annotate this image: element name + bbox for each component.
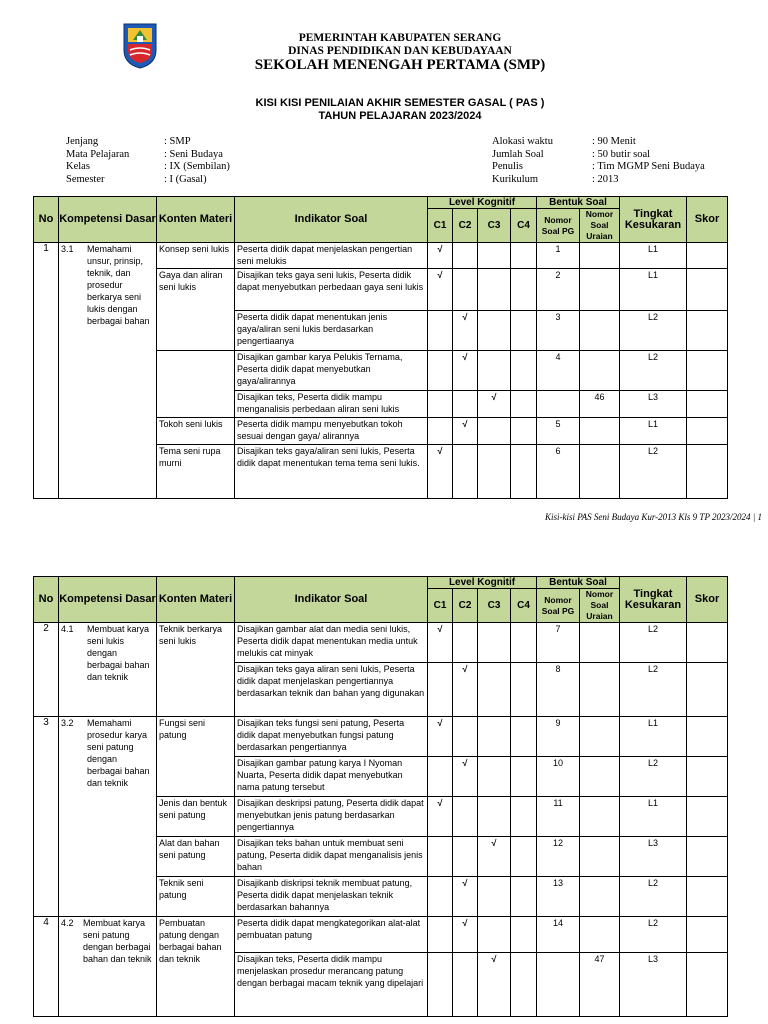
skor-cell — [687, 717, 728, 757]
row-no: 2 — [34, 623, 59, 717]
skor-cell — [687, 837, 728, 877]
level-c4-cell — [511, 797, 537, 837]
meta-value-kurikulum: : 2013 — [592, 173, 619, 185]
nomor-pg-cell: 14 — [537, 917, 580, 953]
level-c3-cell — [478, 917, 511, 953]
level-c2-cell — [453, 391, 478, 418]
konten-cell: Tokoh seni lukis — [157, 418, 235, 445]
nomor-pg-cell: 1 — [537, 243, 580, 269]
header-c2: C2 — [453, 209, 478, 243]
konten-cell: Tema seni rupa murni — [157, 445, 235, 499]
kd-text: Memahami prosedur karya seni patung dengan berbagai bahan dan teknik — [87, 718, 150, 788]
indikator-cell: Peserta didik dapat menjelaskan pengertian seni melukis — [235, 243, 428, 269]
level-c2-cell — [453, 953, 478, 1017]
konten-cell: Konsep seni lukis — [157, 243, 235, 269]
level-c2-cell — [453, 717, 478, 757]
level-c3-cell — [478, 243, 511, 269]
kisi-table-page-2 — [33, 576, 728, 1017]
nomor-pg-cell: 10 — [537, 757, 580, 797]
header-no: No — [34, 197, 59, 243]
indikator-cell: Disajikan teks gaya aliran seni lukis, Peserta didik dapat menjelaskan pengertiannya berdasarkan teknik dan bahan yang digunakan — [235, 663, 428, 717]
nomor-pg-cell — [537, 953, 580, 1017]
skor-cell — [687, 243, 728, 269]
header-c3: C3 — [478, 209, 511, 243]
konten-cell — [157, 351, 235, 418]
meta-value-semester: : I (Gasal) — [164, 173, 207, 185]
nomor-uraian-cell — [580, 917, 620, 953]
level-c3-cell — [478, 797, 511, 837]
tingkat-cell: L2 — [620, 311, 687, 351]
skor-cell — [687, 269, 728, 311]
meta-label-kelas: Kelas — [66, 161, 90, 172]
level-c3-cell — [478, 311, 511, 351]
row-no: 4 — [34, 917, 59, 1017]
meta-label-jumlah: Jumlah Soal — [492, 148, 544, 160]
meta-right-labels — [492, 136, 553, 186]
level-c3-cell — [478, 757, 511, 797]
level-c4-cell — [511, 877, 537, 917]
meta-value-jenjang: : SMP — [164, 136, 191, 147]
konten-cell: Fungsi seni patung — [157, 717, 235, 797]
header-kompetensi-dasar: Kompetensi Dasar — [59, 197, 157, 243]
level-c2-cell — [453, 797, 478, 837]
meta-label-kurikulum: Kurikulum — [492, 173, 539, 185]
header-no: No — [34, 577, 59, 623]
level-c1-cell: √ — [428, 717, 453, 757]
konten-cell: Gaya dan aliran seni lukis — [157, 269, 235, 351]
kd-number: 3.2 — [61, 718, 74, 728]
level-c2-cell — [453, 243, 478, 269]
level-c1-cell: √ — [428, 445, 453, 499]
tingkat-cell: L3 — [620, 391, 687, 418]
skor-cell — [687, 757, 728, 797]
nomor-uraian-cell — [580, 351, 620, 391]
meta-label-jenjang: Jenjang — [66, 136, 99, 147]
level-c3-cell — [478, 717, 511, 757]
kd-number: 4.1 — [61, 624, 74, 634]
org-line-1: PEMERINTAH KABUPATEN SERANG — [298, 32, 502, 44]
kompetensi-dasar-cell — [59, 917, 157, 1017]
konten-cell: Jenis dan bentuk seni patung — [157, 797, 235, 837]
header-c1: C1 — [428, 209, 453, 243]
level-c1-cell: √ — [428, 797, 453, 837]
tingkat-cell: L2 — [620, 917, 687, 953]
tingkat-cell: L2 — [620, 445, 687, 499]
level-c3-cell — [478, 351, 511, 391]
level-c4-cell — [511, 445, 537, 499]
level-c3-cell — [478, 877, 511, 917]
meta-right-values — [592, 136, 705, 186]
level-c4-cell — [511, 623, 537, 663]
skor-cell — [687, 391, 728, 418]
level-c4-cell — [511, 351, 537, 391]
level-c3-cell: √ — [478, 391, 511, 418]
nomor-uraian-cell — [580, 837, 620, 877]
indikator-cell: Disajikan teks, Peserta didik mampu menjelaskan prosedur merancang patung dengan berbagai macam teknik yang dipelajari — [235, 953, 428, 1017]
meta-label-alokasi: Alokasi waktu — [492, 136, 553, 147]
meta-value-penulis: : Tim MGMP Seni Budaya — [592, 161, 705, 172]
nomor-uraian-cell — [580, 623, 620, 663]
nomor-pg-cell: 6 — [537, 445, 580, 499]
header-bentuk-soal: Bentuk Soal — [537, 577, 620, 589]
level-c2-cell: √ — [453, 418, 478, 445]
header-c3: C3 — [478, 589, 511, 623]
level-c4-cell — [511, 311, 537, 351]
nomor-uraian-cell: 47 — [580, 953, 620, 1017]
nomor-pg-cell: 9 — [537, 717, 580, 757]
indikator-cell: Disajikan deskripsi patung, Peserta didik dapat menyebutkan jenis patung berdasarkan pengertiannya — [235, 797, 428, 837]
level-c3-cell: √ — [478, 837, 511, 877]
skor-cell — [687, 953, 728, 1017]
header-nomor-soal-pg: Nomor Soal PG — [537, 589, 580, 623]
nomor-uraian-cell — [580, 877, 620, 917]
meta-label-semester: Semester — [66, 173, 105, 185]
level-c1-cell — [428, 877, 453, 917]
tingkat-cell: L1 — [620, 717, 687, 757]
level-c4-cell — [511, 917, 537, 953]
kompetensi-dasar-cell — [59, 243, 157, 499]
header-skor: Skor — [687, 577, 728, 623]
tingkat-cell: L2 — [620, 757, 687, 797]
level-c2-cell — [453, 837, 478, 877]
level-c4-cell — [511, 243, 537, 269]
nomor-uraian-cell — [580, 269, 620, 311]
skor-cell — [687, 877, 728, 917]
level-c4-cell — [511, 953, 537, 1017]
indikator-cell: Disajikan gambar alat dan media seni lukis, Peserta didik dapat menentukan media untuk melukis cat minyak — [235, 623, 428, 663]
level-c1-cell — [428, 757, 453, 797]
meta-value-alokasi: : 90 Menit — [592, 136, 636, 147]
level-c1-cell — [428, 953, 453, 1017]
indikator-cell: Disajikan teks fungsi seni patung, Peserta didik dapat menyebutkan fungsi patung berdasarkan pengertiannya — [235, 717, 428, 757]
nomor-uraian-cell — [580, 717, 620, 757]
level-c4-cell — [511, 717, 537, 757]
nomor-uraian-cell — [580, 311, 620, 351]
konten-cell: Pembuatan patung dengan berbagai bahan dan teknik — [157, 917, 235, 1017]
indikator-cell: Disajikan teks bahan untuk membuat seni patung, Peserta didik dapat menganalisis jenis bahan — [235, 837, 428, 877]
nomor-pg-cell: 11 — [537, 797, 580, 837]
level-c2-cell: √ — [453, 757, 478, 797]
header-c4: C4 — [511, 589, 537, 623]
tingkat-cell: L2 — [620, 623, 687, 663]
header-tingkat-kesukaran: Tingkat Kesukaran — [620, 197, 687, 243]
level-c2-cell: √ — [453, 311, 478, 351]
header-indikator-soal: Indikator Soal — [235, 197, 428, 243]
meta-label-mapel: Mata Pelajaran — [66, 148, 130, 160]
meta-value-mapel: : Seni Budaya — [164, 148, 223, 160]
nomor-uraian-cell: 46 — [580, 391, 620, 418]
level-c2-cell: √ — [453, 917, 478, 953]
indikator-cell: Disajikanb diskripsi teknik membuat patung, Peserta didik dapat menjelaskan teknik berdasarkan bahannya — [235, 877, 428, 917]
skor-cell — [687, 663, 728, 717]
header-nomor-soal-uraian: Nomor Soal Uraian — [580, 589, 620, 623]
nomor-pg-cell: 4 — [537, 351, 580, 391]
nomor-pg-cell: 7 — [537, 623, 580, 663]
nomor-pg-cell: 2 — [537, 269, 580, 311]
header-konten-materi: Konten Materi — [157, 577, 235, 623]
level-c1-cell — [428, 917, 453, 953]
nomor-pg-cell: 3 — [537, 311, 580, 351]
tingkat-cell: L2 — [620, 877, 687, 917]
level-c1-cell — [428, 351, 453, 391]
indikator-cell: Disajikan gambar karya Pelukis Ternama, Peserta didik dapat menyebutkan gaya/alirannya — [235, 351, 428, 391]
kd-text: Memahami unsur, prinsip, teknik, dan prosedur berkarya seni lukis dengan berbagai bahan — [87, 244, 150, 326]
level-c2-cell: √ — [453, 877, 478, 917]
meta-left-values — [164, 136, 230, 186]
meta-value-jumlah: : 50 butir soal — [592, 148, 651, 160]
nomor-uraian-cell — [580, 243, 620, 269]
indikator-cell: Disajikan teks gaya/aliran seni lukis, Peserta didik dapat menentukan tema tema seni lukis. — [235, 445, 428, 499]
kd-text: Membuat karya seni patung dengan berbagai bahan dan teknik — [83, 918, 152, 964]
document-year: TAHUN PELAJARAN 2023/2024 — [318, 110, 482, 122]
header-skor: Skor — [687, 197, 728, 243]
page-footer: Kisi-kisi PAS Seni Budaya Kur-2013 Kls 9 TP 2023/2024 | 1 — [545, 512, 762, 522]
level-c2-cell: √ — [453, 663, 478, 717]
level-c4-cell — [511, 757, 537, 797]
header-level-kognitif: Level Kognitif — [428, 197, 537, 209]
tingkat-cell: L3 — [620, 837, 687, 877]
level-c3-cell: √ — [478, 953, 511, 1017]
level-c3-cell — [478, 445, 511, 499]
skor-cell — [687, 351, 728, 391]
skor-cell — [687, 623, 728, 663]
nomor-pg-cell: 12 — [537, 837, 580, 877]
regency-emblem-logo — [120, 20, 160, 70]
tingkat-cell: L1 — [620, 269, 687, 311]
indikator-cell: Peserta didik mampu menyebutkan tokoh sesuai dengan gaya/ alirannya — [235, 418, 428, 445]
level-c1-cell: √ — [428, 269, 453, 311]
tingkat-cell: L1 — [620, 797, 687, 837]
header-c4: C4 — [511, 209, 537, 243]
level-c4-cell — [511, 269, 537, 311]
skor-cell — [687, 418, 728, 445]
header-konten-materi: Konten Materi — [157, 197, 235, 243]
nomor-pg-cell: 8 — [537, 663, 580, 717]
nomor-uraian-cell — [580, 663, 620, 717]
document-title: KISI KISI PENILAIAN AKHIR SEMESTER GASAL ( PAS ) — [255, 97, 545, 109]
header-nomor-soal-pg: Nomor Soal PG — [537, 209, 580, 243]
level-c1-cell — [428, 837, 453, 877]
meta-label-penulis: Penulis — [492, 161, 523, 172]
level-c3-cell — [478, 269, 511, 311]
header-c2: C2 — [453, 589, 478, 623]
level-c4-cell — [511, 418, 537, 445]
row-no: 3 — [34, 717, 59, 917]
konten-cell: Teknik berkarya seni lukis — [157, 623, 235, 717]
konten-cell: Alat dan bahan seni patung — [157, 837, 235, 877]
level-c2-cell — [453, 623, 478, 663]
nomor-pg-cell — [537, 391, 580, 418]
row-no: 1 — [34, 243, 59, 499]
tingkat-cell: L1 — [620, 418, 687, 445]
header-tingkat-kesukaran: Tingkat Kesukaran — [620, 577, 687, 623]
level-c1-cell: √ — [428, 623, 453, 663]
level-c4-cell — [511, 837, 537, 877]
level-c1-cell — [428, 391, 453, 418]
nomor-uraian-cell — [580, 797, 620, 837]
nomor-uraian-cell — [580, 757, 620, 797]
level-c4-cell — [511, 391, 537, 418]
indikator-cell: Peserta didik dapat mengkategorikan alat-alat pembuatan patung — [235, 917, 428, 953]
header-kompetensi-dasar: Kompetensi Dasar — [59, 577, 157, 623]
level-c2-cell: √ — [453, 351, 478, 391]
tingkat-cell: L2 — [620, 351, 687, 391]
kd-number: 4.2 — [61, 918, 74, 928]
header-nomor-soal-uraian: Nomor Soal Uraian — [580, 209, 620, 243]
tingkat-cell: L3 — [620, 953, 687, 1017]
indikator-cell: Peserta didik dapat menentukan jenis gaya/aliran seni lukis berdasarkan pengertiaanya — [235, 311, 428, 351]
nomor-uraian-cell — [580, 445, 620, 499]
level-c3-cell — [478, 663, 511, 717]
level-c2-cell — [453, 445, 478, 499]
level-c3-cell — [478, 418, 511, 445]
level-c1-cell — [428, 663, 453, 717]
indikator-cell: Disajikan teks gaya seni lukis, Peserta didik dapat menyebutkan perbedaan gaya seni lukis — [235, 269, 428, 311]
konten-cell: Teknik seni patung — [157, 877, 235, 917]
nomor-pg-cell: 5 — [537, 418, 580, 445]
level-c3-cell — [478, 623, 511, 663]
school-name: SEKOLAH MENENGAH PERTAMA (SMP) — [254, 57, 546, 73]
skor-cell — [687, 311, 728, 351]
meta-left-labels — [66, 136, 129, 186]
kd-text: Membuat karya seni lukis dengan berbagai bahan dan teknik — [87, 624, 150, 682]
skor-cell — [687, 797, 728, 837]
tingkat-cell: L2 — [620, 663, 687, 717]
nomor-pg-cell: 13 — [537, 877, 580, 917]
meta-value-kelas: : IX (Sembilan) — [164, 161, 230, 172]
header-c1: C1 — [428, 589, 453, 623]
level-c4-cell — [511, 663, 537, 717]
header-bentuk-soal: Bentuk Soal — [537, 197, 620, 209]
kompetensi-dasar-cell — [59, 623, 157, 717]
level-c1-cell — [428, 311, 453, 351]
level-c1-cell: √ — [428, 243, 453, 269]
header-indikator-soal: Indikator Soal — [235, 577, 428, 623]
indikator-cell: Disajikan teks, Peserta didik mampu menganalisis perbedaan aliran seni lukis — [235, 391, 428, 418]
kisi-table-page-1 — [33, 196, 728, 499]
indikator-cell: Disajikan gambar patung karya I Nyoman Nuarta, Peserta didik dapat menyebutkan nama patung tersebut — [235, 757, 428, 797]
skor-cell — [687, 445, 728, 499]
kd-number: 3.1 — [61, 244, 74, 254]
level-c1-cell — [428, 418, 453, 445]
kompetensi-dasar-cell — [59, 717, 157, 917]
skor-cell — [687, 917, 728, 953]
org-line-2: DINAS PENDIDIKAN DAN KEBUDAYAAN — [288, 45, 512, 57]
header-level-kognitif: Level Kognitif — [428, 577, 537, 589]
nomor-uraian-cell — [580, 418, 620, 445]
level-c2-cell — [453, 269, 478, 311]
tingkat-cell: L1 — [620, 243, 687, 269]
